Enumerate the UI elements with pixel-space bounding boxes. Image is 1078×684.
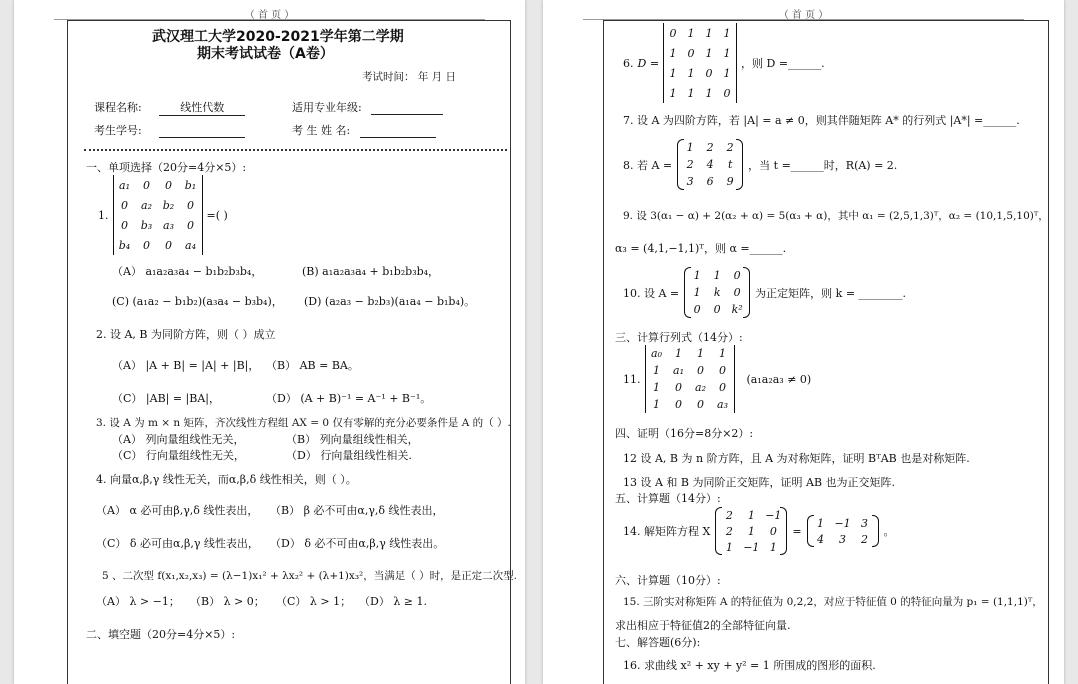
q11-tail: (a₁a₂a₃ ≠ 0) (746, 372, 812, 386)
matrix-row (664, 43, 736, 63)
q4-stem: 4. 向量α,β,γ 线性无关，而α,β,δ 线性相关，则（ ）。 (96, 473, 357, 486)
matrix-cell: 6 (706, 175, 714, 188)
matrix-cell: 0 (769, 524, 777, 538)
matrix-cell: a₄ (185, 238, 196, 252)
matrix-row (646, 345, 734, 362)
section-6-heading: 六、计算题（10分）: (615, 574, 721, 587)
matrix-cell: −1 (743, 540, 760, 554)
matrix-cell: 1 (705, 26, 713, 40)
section-1-heading: 一、单项选择（20分=4分×5）: (86, 161, 247, 174)
course-name-label: 课程名称: (94, 101, 142, 114)
q1-tail: =( ) (206, 208, 228, 222)
question-11 (623, 345, 811, 413)
q10-matrix (687, 267, 747, 318)
matrix-row (114, 215, 202, 235)
matrix-cell: 0 (121, 198, 128, 212)
matrix-row (646, 396, 734, 413)
matrix-row (687, 267, 747, 284)
matrix-cell: 1 (747, 524, 755, 538)
matrix-cell: 1 (817, 516, 825, 530)
matrix-row (718, 523, 784, 539)
matrix-cell: 0 (713, 303, 721, 316)
question-6 (623, 23, 825, 103)
matrix-cell: b₄ (118, 238, 131, 252)
matrix-row (810, 515, 876, 531)
matrix-row (680, 156, 740, 173)
matrix-cell: 0 (165, 238, 172, 252)
matrix-cell: −1 (765, 508, 782, 522)
question-1 (98, 175, 228, 255)
q14-equals: = (792, 524, 802, 538)
matrix-cell: 0 (187, 198, 194, 212)
q2-stem: 2. 设 A, B 为同阶方阵，则（ ）成立 (96, 328, 276, 341)
q3-option-a: （A） 列向量组线性无关， (112, 433, 245, 446)
matrix-cell: 1 (669, 46, 677, 60)
matrix-cell: k² (731, 303, 743, 316)
student-name-row (292, 122, 436, 138)
matrix-cell: 0 (723, 86, 731, 100)
q2-option-c: （C） |AB| = |BA|， (112, 392, 221, 405)
q15-line1: 15. 三阶实对称矩阵 A 的特征值为 0,2,2，对应于特征值 0 的特征向量为 p₁ = (1,1,1)ᵀ， (623, 596, 1043, 608)
q3-option-d: （D） 行向量组线性相关. (286, 449, 412, 462)
matrix-cell: 1 (723, 66, 731, 80)
matrix-cell: 1 (687, 66, 695, 80)
matrix-cell: 2 (725, 524, 733, 538)
q8-matrix (680, 139, 740, 190)
matrix-cell: b₂ (162, 198, 175, 212)
q3-stem: 3. 设 A 为 m × n 矩阵，齐次线性方程组 AX = 0 仅有零解的充分必要条件是 A 的（ ）. (96, 417, 511, 429)
q1-number: 1. (98, 208, 109, 222)
exam-title-line2: 期末考试试卷（A卷） (197, 46, 334, 62)
matrix-row (718, 539, 784, 555)
matrix-cell: 0 (687, 46, 695, 60)
matrix-cell: b₁ (184, 178, 197, 192)
matrix-cell: 1 (705, 46, 713, 60)
section-3-heading: 三、计算行列式（14分）: (615, 331, 743, 344)
matrix-cell: 0 (719, 364, 726, 377)
exam-page-1 (14, 0, 525, 684)
matrix-row (114, 175, 202, 195)
q16: 16. 求曲线 x² + xy + y² = 1 所围成的图形的面积. (623, 659, 876, 672)
matrix-cell: 1 (769, 540, 777, 554)
matrix-cell: 4 (706, 158, 714, 171)
q5-option-a: （A） λ > −1； (96, 595, 180, 608)
matrix-cell: 1 (725, 540, 733, 554)
matrix-row (114, 195, 202, 215)
q2-option-a: （A） |A + B| = |A| + |B|， (112, 359, 260, 372)
matrix-cell: a₃ (717, 398, 728, 411)
matrix-cell: 1 (686, 141, 694, 154)
matrix-cell: 3 (861, 516, 869, 530)
matrix-cell: 1 (747, 508, 755, 522)
q1-option-c: (C) (a₁a₂ − b₁b₂)(a₃a₄ − b₃b₄)， (112, 295, 283, 308)
q3-option-c: （C） 行向量组线性无关， (112, 449, 245, 462)
matrix-cell: 0 (675, 398, 682, 411)
q10-tail: 为正定矩阵，则 k = ________. (755, 286, 907, 300)
q5-option-c: （C） λ > 1； (276, 595, 352, 608)
q1-option-a: （A） a₁a₂a₃a₄ − b₁b₂b₃b₄， (112, 265, 263, 278)
section-5-heading: 五、计算题（14分）: (615, 492, 721, 505)
matrix-cell: 0 (121, 218, 128, 232)
matrix-cell: 2 (686, 158, 694, 171)
matrix-cell: 1 (713, 269, 721, 282)
course-name-row (94, 99, 245, 116)
matrix-cell: 0 (143, 178, 150, 192)
matrix-cell: −1 (834, 516, 851, 530)
matrix-cell: 1 (687, 26, 695, 40)
matrix-cell: 0 (143, 238, 150, 252)
matrix-cell: a₁ (673, 364, 684, 377)
matrix-cell: 0 (697, 364, 704, 377)
page-header (543, 6, 1064, 21)
exam-time: 考试时间： 年 月 日 (362, 71, 457, 83)
student-id-field (159, 124, 245, 138)
q5-option-b: （B） λ > 0； (190, 595, 265, 608)
q1-option-b: (B) a₁a₂a₃a₄ + b₁b₂b₃b₄， (302, 265, 440, 278)
q9-line2: α₃ = (4,1,−1,1)ᵀ，则 α =______. (615, 242, 787, 255)
q4-option-d: （D） δ 必不可由α,β,γ 线性表出。 (270, 537, 445, 550)
matrix-cell: 1 (723, 26, 731, 40)
q2-option-b: （B） AB = BA。 (266, 359, 359, 372)
matrix-cell: 0 (697, 398, 704, 411)
matrix-cell: 0 (165, 178, 172, 192)
student-name-label: 考 生 姓 名: (292, 124, 351, 137)
matrix-cell: 4 (817, 532, 825, 546)
matrix-cell: 2 (725, 508, 733, 522)
matrix-cell: a₃ (163, 218, 174, 232)
matrix-cell: 1 (669, 86, 677, 100)
matrix-cell: 9 (726, 175, 734, 188)
matrix-row (114, 235, 202, 255)
q1-option-d: (D) (a₂a₃ − b₂b₃)(a₁a₄ − b₁b₄)。 (304, 295, 476, 308)
q14-matrix-b (810, 515, 876, 547)
q2-option-d: （D） (A + B)⁻¹ = A⁻¹ + B⁻¹。 (266, 392, 432, 405)
exam-page-2 (543, 0, 1064, 684)
question-14 (623, 507, 895, 555)
q11-number: 11. (623, 372, 641, 386)
major-label: 适用专业年级: (292, 101, 362, 114)
matrix-cell: 1 (653, 364, 660, 377)
matrix-cell: 0 (669, 26, 677, 40)
q11-determinant (645, 345, 735, 413)
q6-tail: ，则 D =______. (741, 57, 825, 70)
q4-option-c: （C） δ 必可由α,β,γ 线性表出， (96, 537, 259, 550)
q13: 13 设 A 和 B 为同阶正交矩阵，证明 AB 也为正交矩阵. (623, 476, 896, 489)
matrix-cell: 1 (697, 347, 704, 360)
matrix-cell: 1 (719, 347, 726, 360)
matrix-cell: a₁ (119, 178, 130, 192)
matrix-cell: 1 (723, 46, 731, 60)
matrix-row (810, 531, 876, 547)
matrix-cell: 0 (693, 303, 701, 316)
student-name-field (360, 124, 436, 138)
q10-number: 10. 设 A = (623, 286, 680, 300)
matrix-cell: 2 (726, 141, 734, 154)
matrix-row (664, 63, 736, 83)
matrix-cell: 1 (669, 66, 677, 80)
matrix-cell: 1 (693, 269, 701, 282)
matrix-cell: 2 (861, 532, 869, 546)
matrix-cell: 0 (705, 66, 713, 80)
matrix-row (664, 23, 736, 43)
section-7-heading: 七、解答题(6分): (615, 636, 701, 649)
matrix-cell: 0 (733, 269, 741, 282)
matrix-row (646, 379, 734, 396)
dotted-separator (84, 149, 507, 151)
q9-line1: 9. 设 3(α₁ − α) + 2(α₂ + α) = 5(α₃ + α)，其中 α₁ = (2,5,1,3)ᵀ，α₂ = (10,1,5,10)ᵀ， (623, 210, 1049, 222)
matrix-cell: 1 (705, 86, 713, 100)
section-4-heading: 四、证明（16分=8分×2）: (615, 427, 754, 440)
page-frame (67, 20, 511, 684)
q6-lhs: D = (637, 56, 660, 70)
q4-option-a: （A） α 必可由β,γ,δ 线性表出， (96, 504, 259, 517)
q6-number: 6. (623, 56, 634, 70)
matrix-cell: 0 (733, 286, 741, 299)
q15-line2: 求出相应于特征值2的全部特征向量. (615, 619, 791, 632)
page-header-text: （ 首 页 ） (778, 10, 829, 21)
page-header (14, 6, 525, 21)
matrix-cell: 0 (719, 381, 726, 394)
course-name-value: 线性代数 (159, 99, 245, 116)
matrix-cell: k (713, 286, 721, 299)
q1-determinant (113, 175, 203, 255)
matrix-row (680, 139, 740, 156)
matrix-row (680, 173, 740, 190)
matrix-cell: 2 (706, 141, 714, 154)
matrix-cell: t (727, 158, 733, 171)
matrix-cell: 1 (687, 86, 695, 100)
matrix-cell: b₃ (140, 218, 153, 232)
matrix-row (718, 507, 784, 523)
question-8 (623, 139, 897, 190)
matrix-row (664, 83, 736, 103)
question-10 (623, 267, 906, 318)
q14-tail: 。 (883, 525, 895, 538)
matrix-cell: a₂ (695, 381, 706, 394)
q6-determinant (663, 23, 737, 103)
q4-option-b: （B） β 必不可由α,γ,δ 线性表出， (270, 504, 444, 517)
major-field (371, 101, 443, 115)
matrix-row (687, 284, 747, 301)
matrix-cell: 1 (693, 286, 701, 299)
q12: 12 设 A, B 为 n 阶方阵，且 A 为对称矩阵，证明 BᵀAB 也是对称矩阵. (623, 452, 970, 465)
student-id-label: 考生学号: (94, 124, 142, 137)
matrix-cell: 1 (675, 347, 682, 360)
matrix-row (687, 301, 747, 318)
matrix-cell: 0 (187, 218, 194, 232)
page-header-text: （ 首 页 ） (244, 10, 295, 21)
matrix-cell: 1 (653, 398, 660, 411)
section-2-heading: 二、填空题（20分=4分×5）: (86, 628, 236, 641)
matrix-cell: 1 (653, 381, 660, 394)
q7: 7. 设 A 为四阶方阵，若 |A| = a ≠ 0，则其伴随矩阵 A* 的行列式 |A*| =______. (623, 114, 1020, 127)
matrix-cell: 3 (839, 532, 847, 546)
student-id-row (94, 122, 245, 138)
matrix-cell: a₀ (651, 347, 662, 360)
q5-option-d: （D） λ ≥ 1. (359, 595, 427, 608)
matrix-cell: a₂ (141, 198, 152, 212)
q14-matrix-a (718, 507, 784, 555)
exam-title-line1: 武汉理工大学2020-2021学年第二学期 (152, 29, 404, 45)
matrix-cell: 0 (675, 381, 682, 394)
q14-number: 14. 解矩阵方程 X (623, 525, 711, 538)
q8-tail: ，当 t =______时，R(A) = 2. (748, 158, 898, 172)
matrix-cell: 3 (686, 175, 694, 188)
q3-option-b: （B） 列向量组线性相关， (286, 433, 419, 446)
major-row (292, 99, 443, 115)
matrix-row (646, 362, 734, 379)
q8-number: 8. 若 A = (623, 158, 673, 172)
q5-stem: 5 、二次型 f(x₁,x₂,x₃) = (λ−1)x₁² + λx₂² + (λ+1)x₃²，当满足（ ）时，是正定二次型. (102, 570, 517, 582)
